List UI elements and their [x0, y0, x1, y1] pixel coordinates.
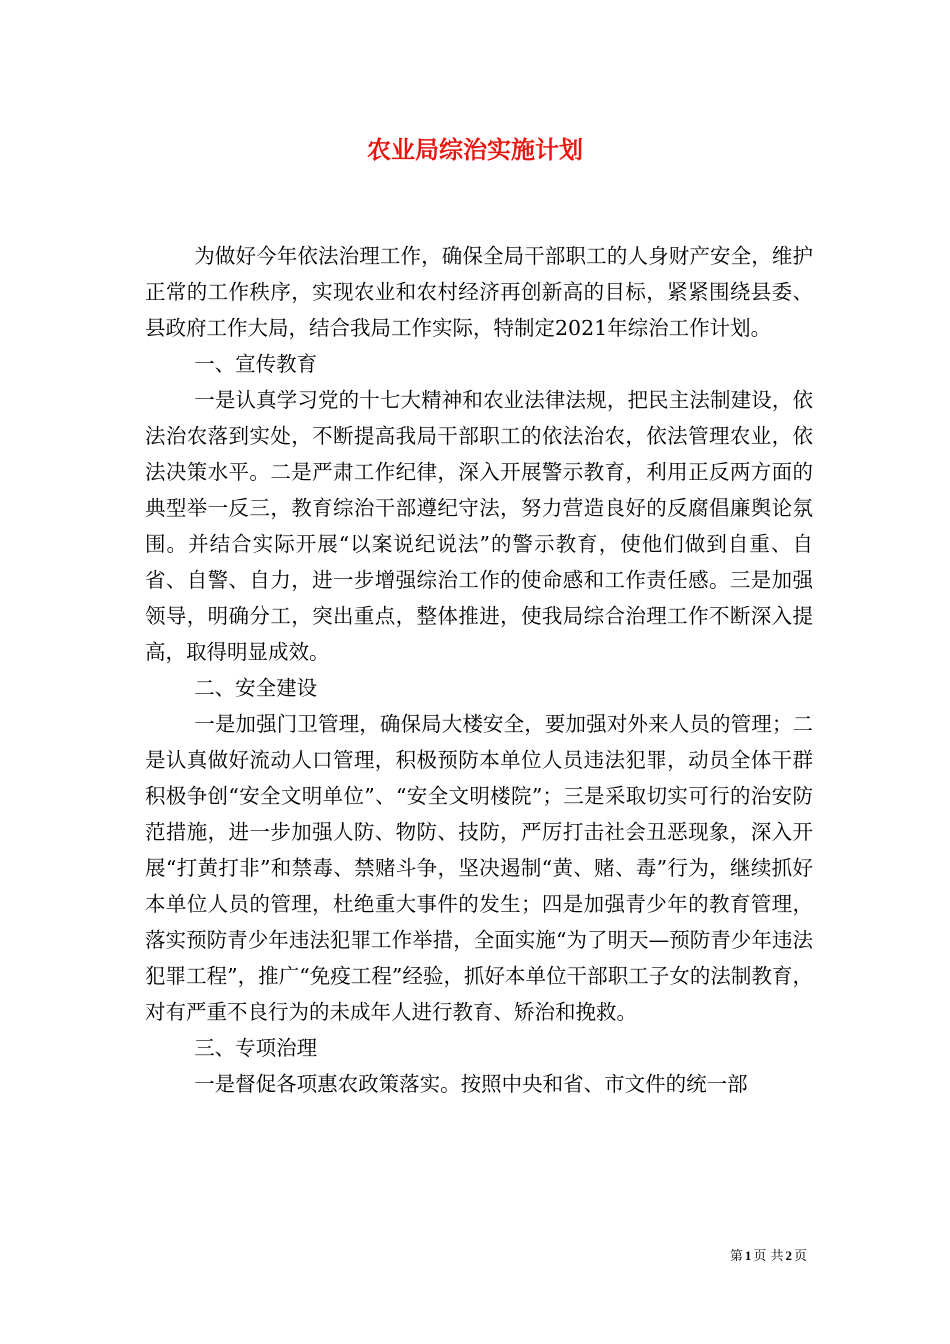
- section-paragraph-safety: 一是加强门卫管理，确保局大楼安全，要加强对外来人员的管理；二是认真做好流动人口管理，积极预防本单位人员违法犯罪，动员全体干群积极争创“安全文明单位”、“安全文明楼院”；三是采取切实可行的治安防范措施，进一步加强人防、物防、技防，严厉打击社会丑恶现象，深入开展“打黄打非”和禁毒、禁赌斗争，坚决遏制“黄、赌、毒”行为，继续抓好本单位人员的管理，杜绝重大事件的发生；四是加强青少年的教育管理，落实预防青少年违法犯罪工作举措，全面实施“为了明天—预防青少年违法犯罪工程”，推广“免疫工程”经验，抓好本单位干部职工子女的法制教育，对有严重不良行为的未成年人进行教育、矫治和挽救。: [145, 712, 813, 1024]
- section-paragraph-special-governance: 一是督促各项惠农政策落实。按照中央和省、市文件的统一部: [194, 1072, 748, 1096]
- section-heading-safety: 二、安全建设: [194, 676, 318, 700]
- footer-current-page: 1: [744, 1248, 752, 1263]
- page-number-footer: [730, 1247, 807, 1266]
- footer-middle: 页 共: [753, 1249, 784, 1264]
- document-body: [145, 238, 813, 1102]
- section-heading-special-governance: 三、专项治理: [194, 1036, 318, 1060]
- footer-suffix: 页: [793, 1249, 807, 1264]
- section-heading-publicity: 一、宣传教育: [194, 352, 318, 376]
- footer-total-pages: 2: [785, 1248, 792, 1263]
- section-paragraph-publicity: 一是认真学习党的十七大精神和农业法律法规，把民主法制建设，依法治农落到实处，不断提高我局干部职工的依法治农，依法管理农业，依法决策水平。二是严肃工作纪律，深入开展警示教育，利用正反两方面的典型举一反三，教育综治干部遵纪守法，努力营造良好的反腐倡廉舆论氛围。并结合实际开展“以案说纪说法”的警示教育，使他们做到自重、自省、自警、自力，进一步增强综治工作的使命感和工作责任感。三是加强领导，明确分工，突出重点，整体推进，使我局综合治理工作不断深入提高，取得明显成效。: [145, 388, 813, 664]
- intro-paragraph: 为做好今年依法治理工作，确保全局干部职工的人身财产安全，维护正常的工作秩序，实现农业和农村经济再创新高的目标，紧紧围绕县委、县政府工作大局，结合我局工作实际，特制定2021年综治工作计划。: [145, 244, 813, 340]
- footer-prefix: 第: [729, 1249, 743, 1264]
- document-title: 农业局综治实施计划: [367, 135, 583, 164]
